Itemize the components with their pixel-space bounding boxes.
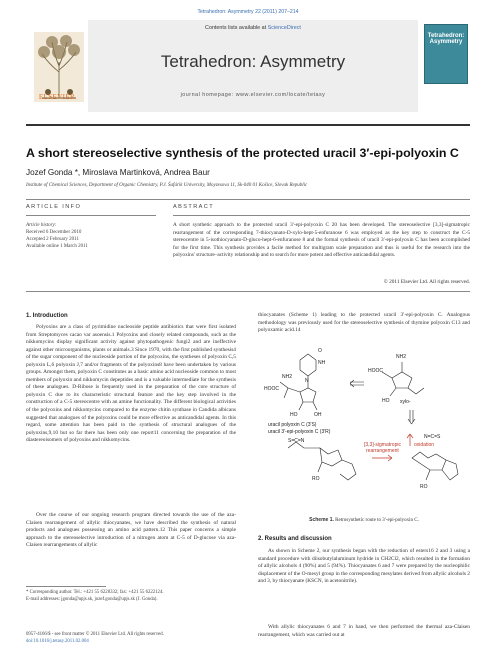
ro-label-right: RO	[420, 484, 428, 490]
hooc-label: HOOC	[264, 386, 279, 392]
right-column-continuation: thiocyanates (Scheme 1) leading to the protected uracil 3′-epi-polyoxin C. Analogous methodology was previously used for the stereoselective synthesis of thymine polyoxin C13 and polyoxamic acid.14	[258, 312, 470, 334]
sugar-nh2-label: NH2	[396, 354, 407, 360]
scheme-caption	[258, 517, 470, 523]
paper-title: A short stereoselective synthesis of the protected uracil 3′-epi-polyoxin C	[26, 146, 459, 160]
ho-label: HO	[290, 412, 298, 418]
epi-polyoxin-label: uracil 3′-epi-polyoxin C (3′R)	[268, 429, 331, 435]
contents-line	[88, 25, 418, 31]
journal-homepage[interactable]: journal homepage: www.elsevier.com/locate/tetasy	[180, 92, 326, 98]
cover-title: Tetrahedron: Asymmetry	[427, 33, 465, 45]
xylo-label: xylo-	[400, 399, 411, 405]
masthead-panel	[88, 20, 418, 112]
oxidation-label: oxidation	[414, 442, 435, 448]
publication-info	[26, 632, 286, 645]
results-heading: 2. Results and discussion	[258, 536, 332, 542]
corresponding-author: * Corresponding author. Tel.: +421 55 6228332; fax: +421 55 6222124.	[26, 590, 164, 595]
abstract-bottom-rule	[26, 291, 470, 292]
sugar-hooc-label: HOOC	[368, 368, 383, 374]
results-paragraph-2: With allylic thiocyanates 6 and 7 in hand, we then performed the thermal aza-Claisen rearrangement, which was carried out at	[258, 624, 470, 638]
online-date: Available online 1 March 2011	[26, 244, 88, 249]
footnote	[26, 590, 238, 603]
introduction-paragraph-1: Polyoxins are a class of pyrimidine nucleoside peptide antibiotics that were first isolated from Streptomyces cacao var asoensis.1 Polyoxins and closely related compounds, such as the nikkomycins display significant activity against phytopathogenic fungi2 and are ineffective against other microorganisms, plants or animals.3 Since 1970, with the first published synthesis4 of the sugar component of the nucleoside portion of the polyoxins, the syntheses of polyoxin C,5 polyoxin L,6 polyoxin J,7 and/or fragments of the polyoxins8 have been undertaken by various groups. Amongst them, polyoxin C constitutes as a basic amino acid nucleoside common to most members of polyoxin and nikkomycin depeptides and is a valuable intermediate for the synthesis of these analogues. D-Ribose is frequently used in the preparation of the core structure of polyoxin C due to its characteristic structural feature and the key step involved in the construction of a C-5 stereocentre with an amine functionality. The different biological activities of the polyoxins and nikkomycins compared to the enzyme chitin synthase in Candida albicans suggested that analogues of the polyoxins could be more effective as anticandidal agents. In this regard, some attention has been paid to the synthesis of structural analogues of the polyoxins,9,10 but so far there has been only one report11 concerning the preparation of the diastereoisomers of polyoxins and nikkomycins.	[26, 324, 236, 444]
nh-label: NH	[318, 360, 326, 366]
results-paragraph-1: As shown in Scheme 2, our synthesis began with the reduction of esters16 2 and 3 using a standard procedure with diisobutylaluminum hydride in CH2Cl2, which resulted in the formation of allylic alcohols 4 (90%) and 5 (94%). Thiocyanates 6 and 7 were prepared by the nucleophilic displacement of the O-mesyl group in the corresponding mesylates derived from allylic alcohols 2 and 3, by thiocyanate (KSCN, in acetonitrile).	[258, 548, 470, 585]
elsevier-wordmark: ELSEVIER	[38, 93, 76, 101]
polyoxin-label: uracil polyoxin C (3′S)	[268, 422, 317, 428]
sugar-ho-label: HO	[382, 398, 390, 404]
article-history	[26, 222, 156, 250]
abstract-copyright: © 2011 Elsevier Ltd. All rights reserved.	[383, 279, 470, 285]
nh2-label: NH2	[282, 374, 293, 380]
rearrangement-label-1: [3,3]-sigmatropic	[364, 442, 401, 448]
carbonyl-o-label: O	[318, 348, 322, 354]
rearrangement-label-2: rearrangement	[366, 448, 399, 454]
ncs-label: N=C=S	[424, 434, 441, 440]
doi-link[interactable]: doi:10.1016/j.tetasy.2011.02.004	[26, 638, 89, 644]
scheme-caption-label: Scheme 1.	[309, 517, 334, 523]
email-addresses[interactable]: E-mail addresses: jgonda@upjs.sk, jozef.gonda@upjs.sk (J. Gonda).	[26, 596, 158, 602]
ro-label-left: RO	[312, 476, 320, 482]
header-rule	[26, 199, 470, 200]
journal-masthead	[26, 20, 470, 126]
abstract-text: A short synthetic approach to the protected uracil 3′-epi-polyoxin C 20 has been developed. The stereoselective [3,3]-sigmatropic rearrangement of the corresponding 7-thiocyanato-D-xylo-hept-5-enfuranose 6 was employed as the key step to construct the C-5 stereocentre in 5-isothiocyanato-D-gluco-hept-6-enfuranose 8 and the formal synthesis of uracil 3′-epi-polyoxin C has been accomplished for the first time. This synthesis provides a facile method for multigram scale preparation and thus is useful for the research into the polyoxins' structure–activity relationship and to search for more potent and effective anticandidal agents.	[173, 222, 470, 259]
introduction-paragraph-2: Over the course of our ongoing research program directed towards the use of the aza-Claisen rearrangement of allylic thiocyanates, we have described the synthesis of natural products and analogues possessing an amino acid pattern.12 This paper concerns a simple approach to the stereoselective introduction of a nitrogen atom at C-5 of D-glucose via aza-Claisen rearrangements of allylic	[26, 512, 236, 549]
issn-line: 0957-4166/$ - see front matter © 2011 Elsevier Ltd. All rights reserved.	[26, 632, 164, 637]
article-info-heading: ARTICLE INFO	[26, 204, 82, 210]
abstract-heading: ABSTRACT	[173, 204, 215, 210]
oh-label: OH	[314, 412, 322, 418]
journal-cover-thumbnail	[424, 24, 468, 84]
affiliation: Institute of Chemical Sciences, Department of Organic Chemistry, P.J. Šafárik University, Moyzesova 11, Sk-040 01 Košice, Slovak Republic	[26, 183, 308, 188]
author-list: Jozef Gonda *, Miroslava Martinková, Andrea Baur	[26, 168, 210, 177]
accepted-date: Accepted 2 February 2011	[26, 237, 79, 242]
n-label: N	[305, 378, 309, 384]
journal-title: Tetrahedron: Asymmetry	[160, 52, 346, 71]
scheme-1-retrosynthesis	[260, 342, 466, 505]
sciencedirect-link[interactable]: ScienceDirect	[267, 25, 301, 31]
footnote-rule	[26, 586, 106, 587]
journal-reference[interactable]: Tetrahedron: Asymmetry 22 (2011) 207–214	[197, 9, 299, 15]
abstract-rule	[173, 215, 470, 216]
scn-label: S=C=N	[288, 438, 305, 444]
history-label: Article history:	[26, 223, 57, 228]
info-rule	[26, 215, 156, 216]
received-date: Received 6 December 2010	[26, 230, 82, 235]
introduction-heading: 1. Introduction	[26, 313, 68, 319]
masthead-rule	[26, 124, 470, 126]
scheme-caption-text: Retrosynthetic route to 3′-epi-polyoxin C.	[333, 518, 419, 523]
contents-prefix: Contents lists available at	[205, 25, 268, 31]
